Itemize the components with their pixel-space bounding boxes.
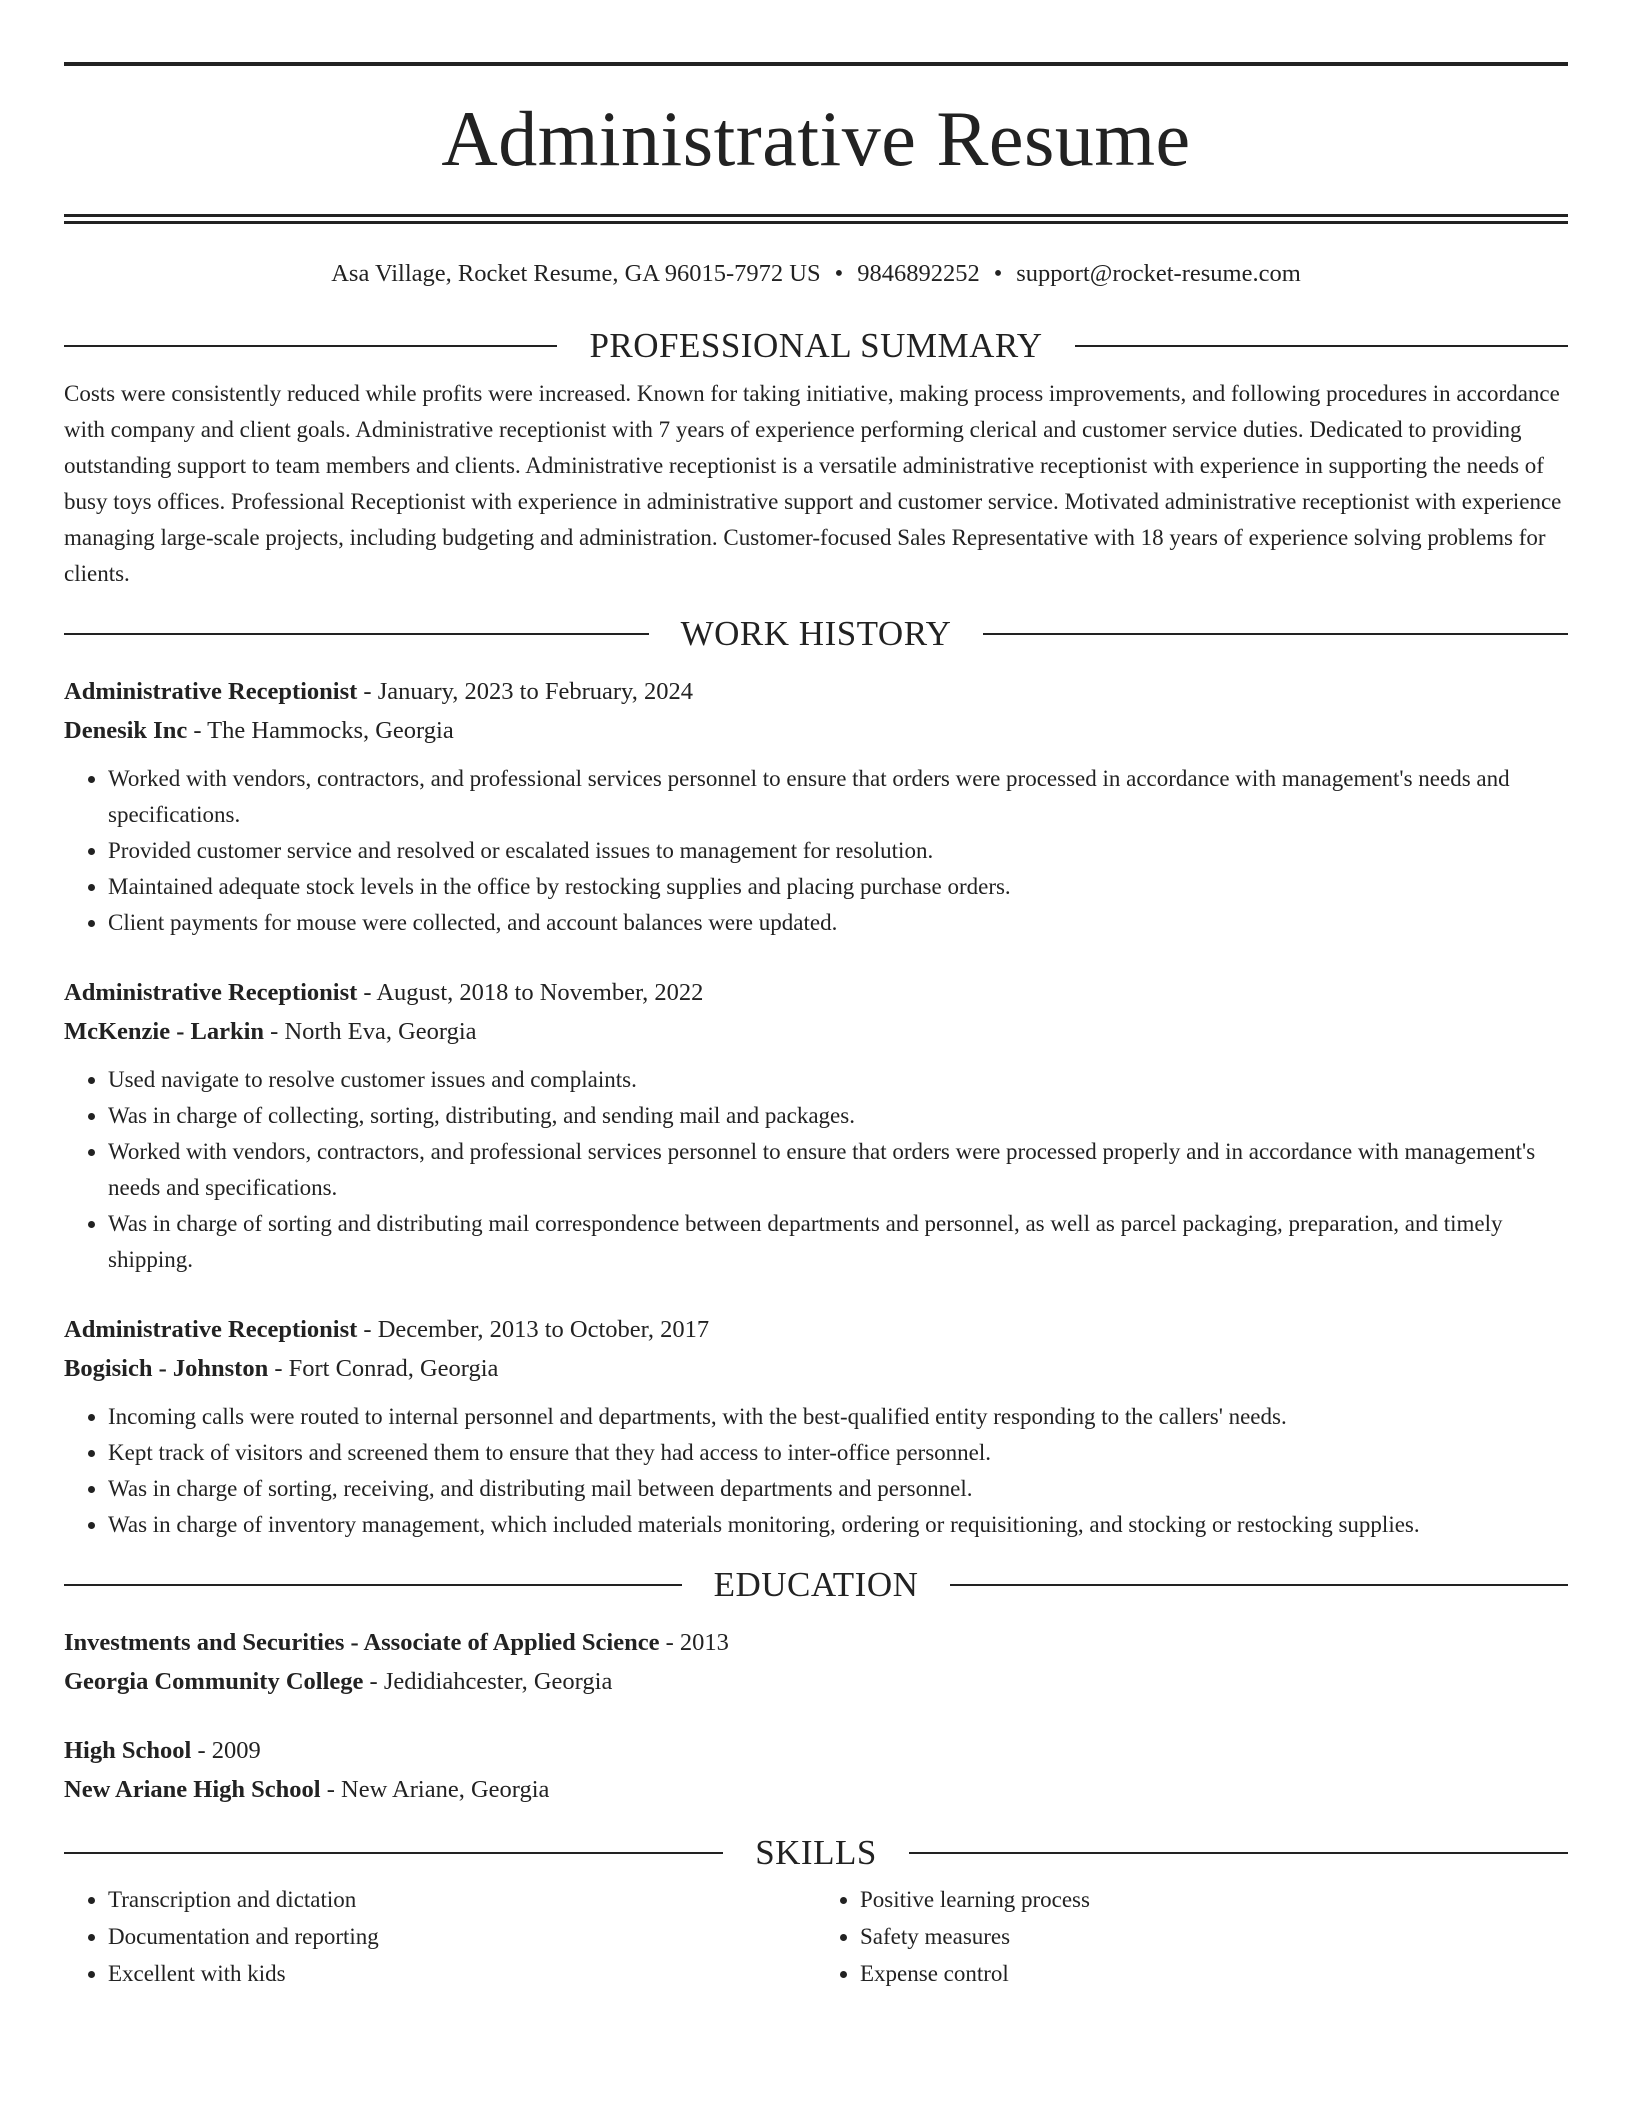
summary-text: Costs were consistently reduced while profits were increased. Known for taking initiative, making process improvements, and following procedures in accordance with company and client goals. Administrative receptionist with 7 years of experience performing clerical and customer service duties. Dedicated to providing outstanding support to team members and clients. Administrative receptionist is a versatile administrative receptionist with experience in supporting the needs of busy toys offices. Professional Receptionist with experience in administrative support and customer service. Motivated administrative receptionist with experience managing large-scale projects, including budgeting and administration. Customer-focused Sales Representative with 18 years of experience solving problems for clients. <box>64 381 1562 586</box>
job-title: Administrative Receptionist <box>64 1316 358 1343</box>
skill-item: • Safety measures <box>860 1918 1568 1955</box>
job-company-line <box>64 711 1568 750</box>
list-item: • Kept track of visitors and screened them to ensure that they had access to inter-office personnel. <box>108 1435 1568 1471</box>
list-item: • Maintained adequate stock levels in the office by restocking supplies and placing purchase orders. <box>108 869 1568 905</box>
contact-separator: • <box>993 260 1003 287</box>
education-entry <box>64 1623 1568 1701</box>
section-title: EDUCATION <box>713 1565 919 1604</box>
job-bullets <box>64 1062 1568 1278</box>
skills-right-list <box>816 1881 1568 1992</box>
job-dates: - January, 2023 to February, 2024 <box>357 678 693 705</box>
job-location: - Fort Conrad, Georgia <box>268 1355 499 1382</box>
education-entry <box>64 1731 1568 1809</box>
job-title-line <box>64 1310 1568 1349</box>
section-title: SKILLS <box>755 1833 877 1872</box>
skill-item: • Documentation and reporting <box>108 1918 816 1955</box>
job-title-line <box>64 973 1568 1012</box>
list-item: • Client payments for mouse were collected, and account balances were updated. <box>108 905 1568 941</box>
heading-rule <box>64 633 649 635</box>
list-item: • Worked with vendors, contractors, and professional services personnel to ensure that orders were processed in accordance with management's needs and specifications. <box>108 761 1568 833</box>
job-company: Denesik Inc <box>64 717 188 744</box>
skills-columns <box>64 1881 1568 1992</box>
job-company-line <box>64 1349 1568 1388</box>
job-title: Administrative Receptionist <box>64 678 358 705</box>
job-entry <box>64 1310 1568 1543</box>
job-bullets <box>64 761 1568 941</box>
degree: Investments and Securities - Associate of Applied Science <box>64 1629 660 1656</box>
degree-line <box>64 1731 1568 1770</box>
school-line <box>64 1662 1568 1701</box>
school-location: - Jedidiahcester, Georgia <box>363 1668 613 1695</box>
job-entry <box>64 672 1568 941</box>
list-item: • Incoming calls were routed to internal personnel and departments, with the best-qualified entity responding to the callers' needs. <box>108 1399 1568 1435</box>
job-title: Administrative Receptionist <box>64 979 358 1006</box>
heading-rule <box>64 1584 682 1586</box>
list-item: • Was in charge of sorting and distributing mail correspondence between departments and personnel, as well as parcel packaging, preparation, and timely shipping. <box>108 1206 1568 1278</box>
list-item: • Was in charge of collecting, sorting, distributing, and sending mail and packages. <box>108 1098 1568 1134</box>
section-heading-skills <box>64 1833 1568 1873</box>
section-heading-summary <box>64 326 1568 366</box>
job-company-line <box>64 1012 1568 1051</box>
contact-separator: • <box>834 260 844 287</box>
degree-line <box>64 1623 1568 1662</box>
degree: High School <box>64 1737 192 1764</box>
contact-address: Asa Village, Rocket Resume, GA 96015-7972 US <box>331 260 821 287</box>
list-item: • Was in charge of inventory management, which included materials monitoring, ordering or requisitioning, and stocking or restocking supplies. <box>108 1507 1568 1543</box>
job-entry <box>64 973 1568 1278</box>
skill-item: • Excellent with kids <box>108 1955 816 1992</box>
list-item: • Provided customer service and resolved or escalated issues to management for resolution. <box>108 833 1568 869</box>
heading-rule <box>64 1852 723 1854</box>
heading-rule <box>1075 345 1568 347</box>
heading-rule <box>909 1852 1568 1854</box>
skill-item: • Transcription and dictation <box>108 1881 816 1918</box>
job-location: - North Eva, Georgia <box>264 1018 477 1045</box>
skill-item: • Expense control <box>860 1955 1568 1992</box>
section-heading-work-history <box>64 614 1568 654</box>
title-double-rule <box>64 214 1568 224</box>
school-location: - New Ariane, Georgia <box>320 1776 550 1803</box>
section-heading-education <box>64 1565 1568 1605</box>
degree-year: - 2009 <box>191 1737 261 1764</box>
list-item: • Used navigate to resolve customer issues and complaints. <box>108 1062 1568 1098</box>
heading-rule <box>64 345 557 347</box>
top-rule <box>64 62 1568 66</box>
list-item: • Was in charge of sorting, receiving, and distributing mail between departments and personnel. <box>108 1471 1568 1507</box>
contact-email[interactable]: support@rocket-resume.com <box>1016 260 1301 287</box>
skills-left-list <box>64 1881 816 1992</box>
degree-year: - 2013 <box>659 1629 729 1656</box>
job-location: - The Hammocks, Georgia <box>187 717 454 744</box>
school-line <box>64 1770 1568 1809</box>
job-company: Bogisich - Johnston <box>64 1355 269 1382</box>
job-bullets <box>64 1399 1568 1543</box>
school: New Ariane High School <box>64 1776 321 1803</box>
job-title-line <box>64 672 1568 711</box>
job-dates: - August, 2018 to November, 2022 <box>357 979 704 1006</box>
heading-rule <box>950 1584 1568 1586</box>
section-title: PROFESSIONAL SUMMARY <box>589 326 1043 365</box>
section-title: WORK HISTORY <box>680 614 952 653</box>
contact-phone: 9846892252 <box>857 260 980 287</box>
school: Georgia Community College <box>64 1668 364 1695</box>
resume-title: Administrative Resume <box>441 95 1191 182</box>
job-company: McKenzie - Larkin <box>64 1018 265 1045</box>
skill-item: • Positive learning process <box>860 1881 1568 1918</box>
heading-rule <box>983 633 1568 635</box>
job-dates: - December, 2013 to October, 2017 <box>357 1316 710 1343</box>
contact-line <box>64 260 1568 288</box>
list-item: • Worked with vendors, contractors, and professional services personnel to ensure that orders were processed properly and in accordance with management's needs and specifications. <box>108 1134 1568 1206</box>
